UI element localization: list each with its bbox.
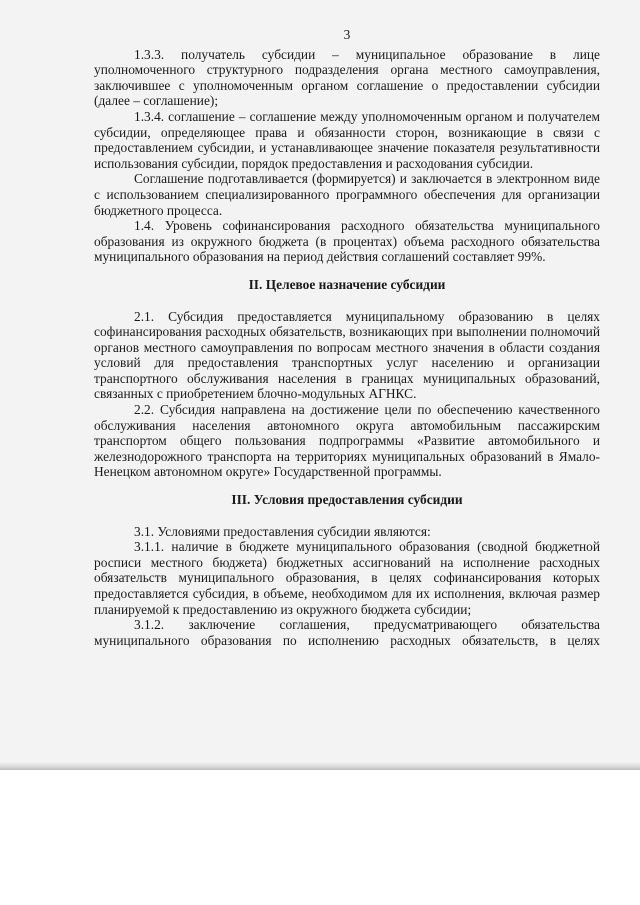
paragraph-1-4: 1.4. Уровень софинансирования расходного обязательства муниципального образования из окружного бюджета (в процентах) объема расходного обязательства муниципального образования на период действия соглашений составляет 99%. [94,218,600,265]
section-2-heading: II. Целевое назначение субсидии [248,276,446,292]
paragraph-1-3-3: 1.3.3. получатель субсидии – муниципальное образование в лице уполномоченного структурного подразделения органа местного самоуправления, заключившее с уполномоченным органом соглашение о предоставлении субсидии (далее – соглашение); [94,46,600,109]
paragraph-2-1: 2.1. Субсидия предоставляется муниципальному образованию в целях софинансирования расходных обязательств, возникающих при выполнении полномочий органов местного самоуправления по вопросам местного значения в области создания условий для предоставления транспортных услуг населению и организации транспортного обслуживания населения в границах муниципальных образований, связанных с приобретением блочно-модульных АГНКС. [94,308,600,402]
page-number: 3 [343,27,351,42]
document-content [94,27,600,648]
paragraph-1-3-4: 1.3.4. соглашение – соглашение между уполномоченным органом и получателем субсидии, определяющее права и обязанности сторон, возникающие в связи с предоставлением субсидии, и устанавливающее значение показателя результативности использования субсидии, порядок предоставления и расходования субсидии. [94,108,600,171]
paragraph-agreement: Соглашение подготавливается (формируется) и заключается в электронном виде с использованием специализированного программного обеспечения для организации бюджетного процесса. [94,171,600,218]
paragraph-2-2: 2.2. Субсидия направлена на достижение цели по обеспечению качественного обслуживания населения автономного округа автомобильным пассажирским транспортом общего пользования подпрограммы «Развитие автомобильного и железнодорожного транспорта на территориях муниципальных образований в Ямало-Ненецком автономном округе» Государственной программы. [94,402,600,480]
paragraph-3-1: 3.1. Условиями предоставления субсидии являются: [134,523,431,539]
section-3-heading: III. Условия предоставления субсидии [231,492,463,508]
page-bottom-edge [0,762,640,770]
paragraph-3-1-2: 3.1.2. заключение соглашения, предусматривающего обязательства муниципального образования по исполнению расходных обязательств, в целях [94,617,600,648]
paragraph-3-1-1: 3.1.1. наличие в бюджете муниципального образования (сводной бюджетной росписи местного бюджета) бюджетных ассигнований на исполнение расходных обязательств муниципального образования, в целях софинансирования которых предоставляется субсидия, в объеме, необходимом для их исполнения, включая размер планируемой к предоставлению из окружного бюджета субсидии; [94,539,600,617]
